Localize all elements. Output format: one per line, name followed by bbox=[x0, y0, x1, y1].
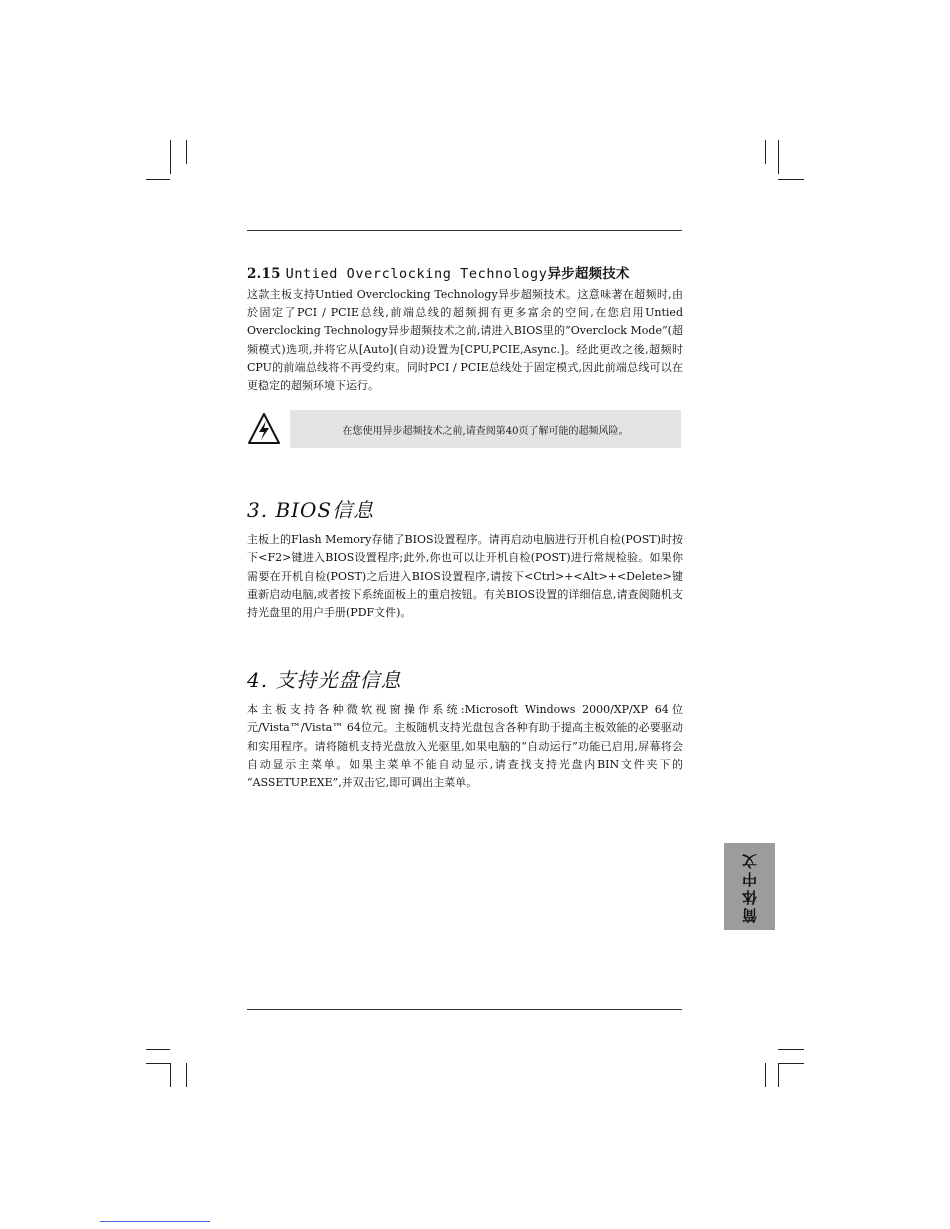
overclock-warning-note bbox=[247, 410, 683, 450]
bottom-edge-line bbox=[100, 1221, 210, 1222]
crop-mark-bottom-left-outer bbox=[186, 1063, 187, 1087]
page-content bbox=[247, 262, 683, 792]
section-2-15-heading-number: 2.15 bbox=[247, 266, 281, 282]
crop-mark-top-left-horizontal bbox=[146, 179, 170, 180]
crop-mark-bottom-left-inner bbox=[170, 1063, 171, 1087]
header-rule bbox=[247, 230, 682, 231]
section-2-15-heading-chinese: 异步超频技术 bbox=[547, 266, 630, 282]
crop-mark-top-right-outer bbox=[765, 140, 766, 164]
footer-rule bbox=[247, 1009, 682, 1010]
section-2-15-paragraph: 这款主板支持Untied Overclocking Technology异步超频技术。这意味著在超频时,由於固定了PCI / PCIE总线,前端总线的超频拥有更多富余的空间,在您启用Untied Overclocking Technology异步超频技术之前,请进入BIOS里的”Overclock Mode”(超频模式)选项,并将它从[Auto](自动)设置为[CPU,PCIE,Async.]。经此更改之後,超频时CPU的前端总线将不再受约束。同时PCI / PCIE总线处于固定模式,因此前端总线可以在更稳定的超频环境下运行。 bbox=[247, 288, 683, 393]
section-3-paragraph: 主板上的Flash Memory存储了BIOS设置程序。请再启动电脑进行开机自检(POST)时按下<F2>键进入BIOS设置程序;此外,你也可以让开机自检(POST)进行常规检验。如果你需要在开机自检(POST)之后进入BIOS设置程序,请按下<Ctrl>+<Alt>+<Delete>键重新启动电脑,或者按下系统面板上的重启按钮。有关BIOS设置的详细信息,请查阅随机支持光盘里的用户手册(PDF文件)。 bbox=[247, 533, 683, 620]
crop-mark-bottom-right-inner bbox=[778, 1063, 779, 1087]
section-4-paragraph: 本主板支持各种微软视窗操作系统:Microsoft Windows 2000/XP/XP 64位元/Vista™/Vista™ 64位元。主板随机支持光盘包含各种有助于提高主板效能的必要驱动和实用程序。请将随机支持光盘放入光驱里,如果电脑的“自动运行”功能已启用,屏幕将会自动显示主菜单。如果主菜单不能自动显示,请查找支持光盘内BIN文件夹下的 “ASSETUP.EXE”,并双击它,即可调出主菜单。 bbox=[247, 703, 683, 790]
crop-mark-bottom-left-corner bbox=[146, 1063, 170, 1064]
lightning-warning-icon bbox=[247, 412, 281, 446]
crop-mark-top-right-inner bbox=[778, 140, 779, 174]
crop-mark-top-right-horizontal bbox=[778, 179, 804, 180]
crop-mark-top-left-inner bbox=[170, 140, 171, 174]
language-side-tab-label: 简体中文 bbox=[741, 850, 759, 923]
section-2-15-heading-english: Untied Overclocking Technology bbox=[285, 266, 548, 282]
crop-mark-top-left-outer bbox=[186, 140, 187, 164]
crop-mark-bottom-right-outer bbox=[765, 1063, 766, 1087]
crop-mark-bottom-right-horizontal bbox=[778, 1049, 804, 1050]
section-4-title: 4. 支持光盘信息 bbox=[247, 668, 402, 693]
section-3-title: 3. BIOS信息 bbox=[247, 498, 375, 523]
section-2-15-heading bbox=[247, 262, 683, 282]
warning-note-box bbox=[290, 410, 681, 448]
crop-mark-bottom-right-corner bbox=[778, 1063, 804, 1064]
language-side-tab bbox=[724, 843, 775, 930]
crop-mark-bottom-left-horizontal bbox=[146, 1049, 170, 1050]
warning-note-text: 在您使用异步超频技术之前,请查阅第40页了解可能的超频风险。 bbox=[342, 425, 629, 437]
